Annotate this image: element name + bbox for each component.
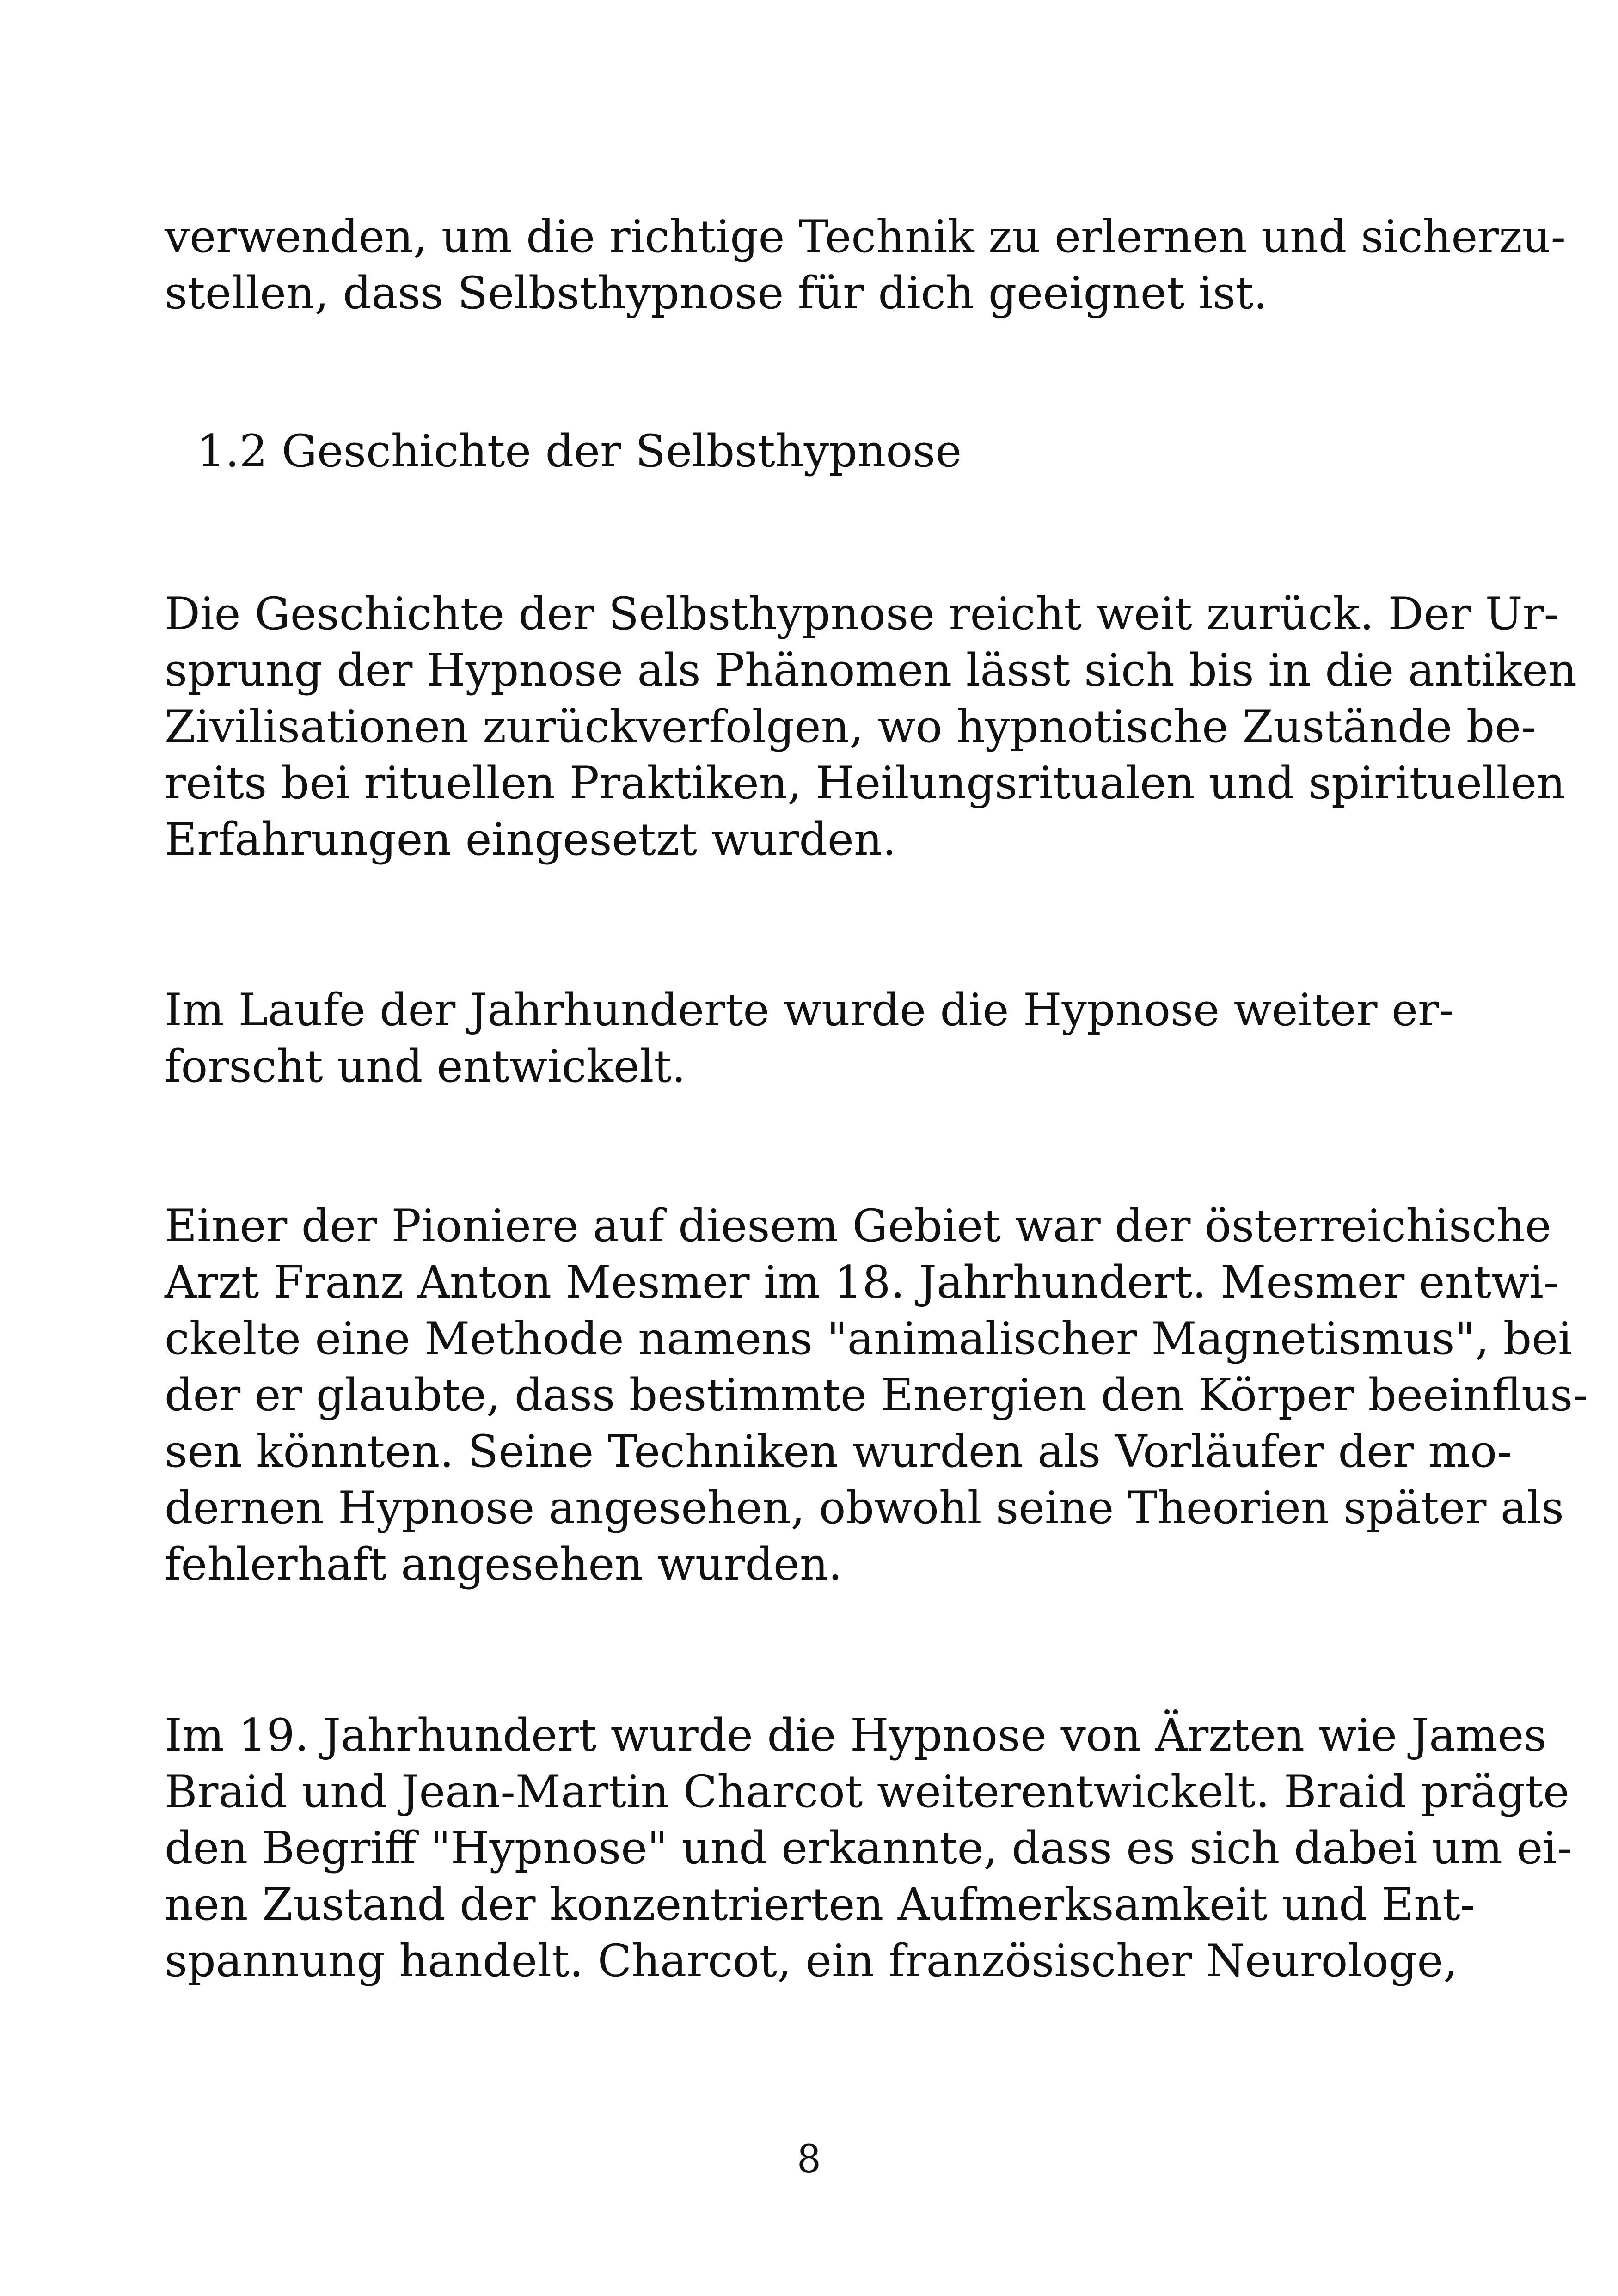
page-number: 8: [797, 2137, 821, 2181]
text-line: Im 19. Jahrhundert wurde die Hypnose von Ärzten wie James: [165, 1709, 1547, 1761]
text-line: Braid und Jean-Martin Charcot weiterentwickelt. Braid prägte: [165, 1766, 1569, 1818]
text-line: dernen Hypnose angesehen, obwohl seine Theorien später als: [165, 1482, 1564, 1534]
text-line: Arzt Franz Anton Mesmer im 18. Jahrhundert. Mesmer entwi-: [165, 1256, 1559, 1308]
paragraph-mesmer: [165, 1198, 1588, 1592]
text-line: fehlerhaft angesehen wurden.: [165, 1538, 843, 1590]
paragraph-centuries: [165, 982, 1454, 1095]
paragraph-history-origin: [165, 586, 1577, 868]
paragraph-braid-charcot: [165, 1707, 1572, 1989]
text-line: reits bei rituellen Praktiken, Heilungsritualen und spirituellen: [165, 757, 1565, 809]
intro-paragraph: [165, 208, 1566, 321]
text-line: Zivilisationen zurückverfolgen, wo hypnotische Zustände be-: [165, 701, 1536, 753]
text-line: forscht und entwickelt.: [165, 1041, 686, 1092]
text-line: verwenden, um die richtige Technik zu erlernen und sicherzu-: [165, 211, 1566, 263]
text-line: Im Laufe der Jahrhunderte wurde die Hypnose weiter er-: [165, 984, 1454, 1036]
text-line: sprung der Hypnose als Phänomen lässt sich bis in die antiken: [165, 644, 1577, 696]
text-line: sen könnten. Seine Techniken wurden als Vorläufer der mo-: [165, 1426, 1512, 1477]
text-line: ckelte eine Methode namens "animalischer Magnetismus", bei: [165, 1313, 1572, 1365]
text-line: Die Geschichte der Selbsthypnose reicht weit zurück. Der Ur-: [165, 588, 1559, 640]
text-line: der er glaubte, dass bestimmte Energien den Körper beeinflus-: [165, 1369, 1588, 1421]
text-line: nen Zustand der konzentrierten Aufmerksamkeit und Ent-: [165, 1879, 1476, 1930]
text-line: spannung handelt. Charcot, ein französischer Neurologe,: [165, 1935, 1458, 1987]
section-heading: 1.2 Geschichte der Selbsthypnose: [197, 425, 962, 477]
text-line: den Begriff "Hypnose" und erkannte, dass es sich dabei um ei-: [165, 1822, 1572, 1874]
text-line: Einer der Pioniere auf diesem Gebiet war der österreichische: [165, 1200, 1551, 1252]
text-line: stellen, dass Selbsthypnose für dich geeignet ist.: [165, 267, 1268, 319]
text-line: Erfahrungen eingesetzt wurden.: [165, 814, 897, 865]
